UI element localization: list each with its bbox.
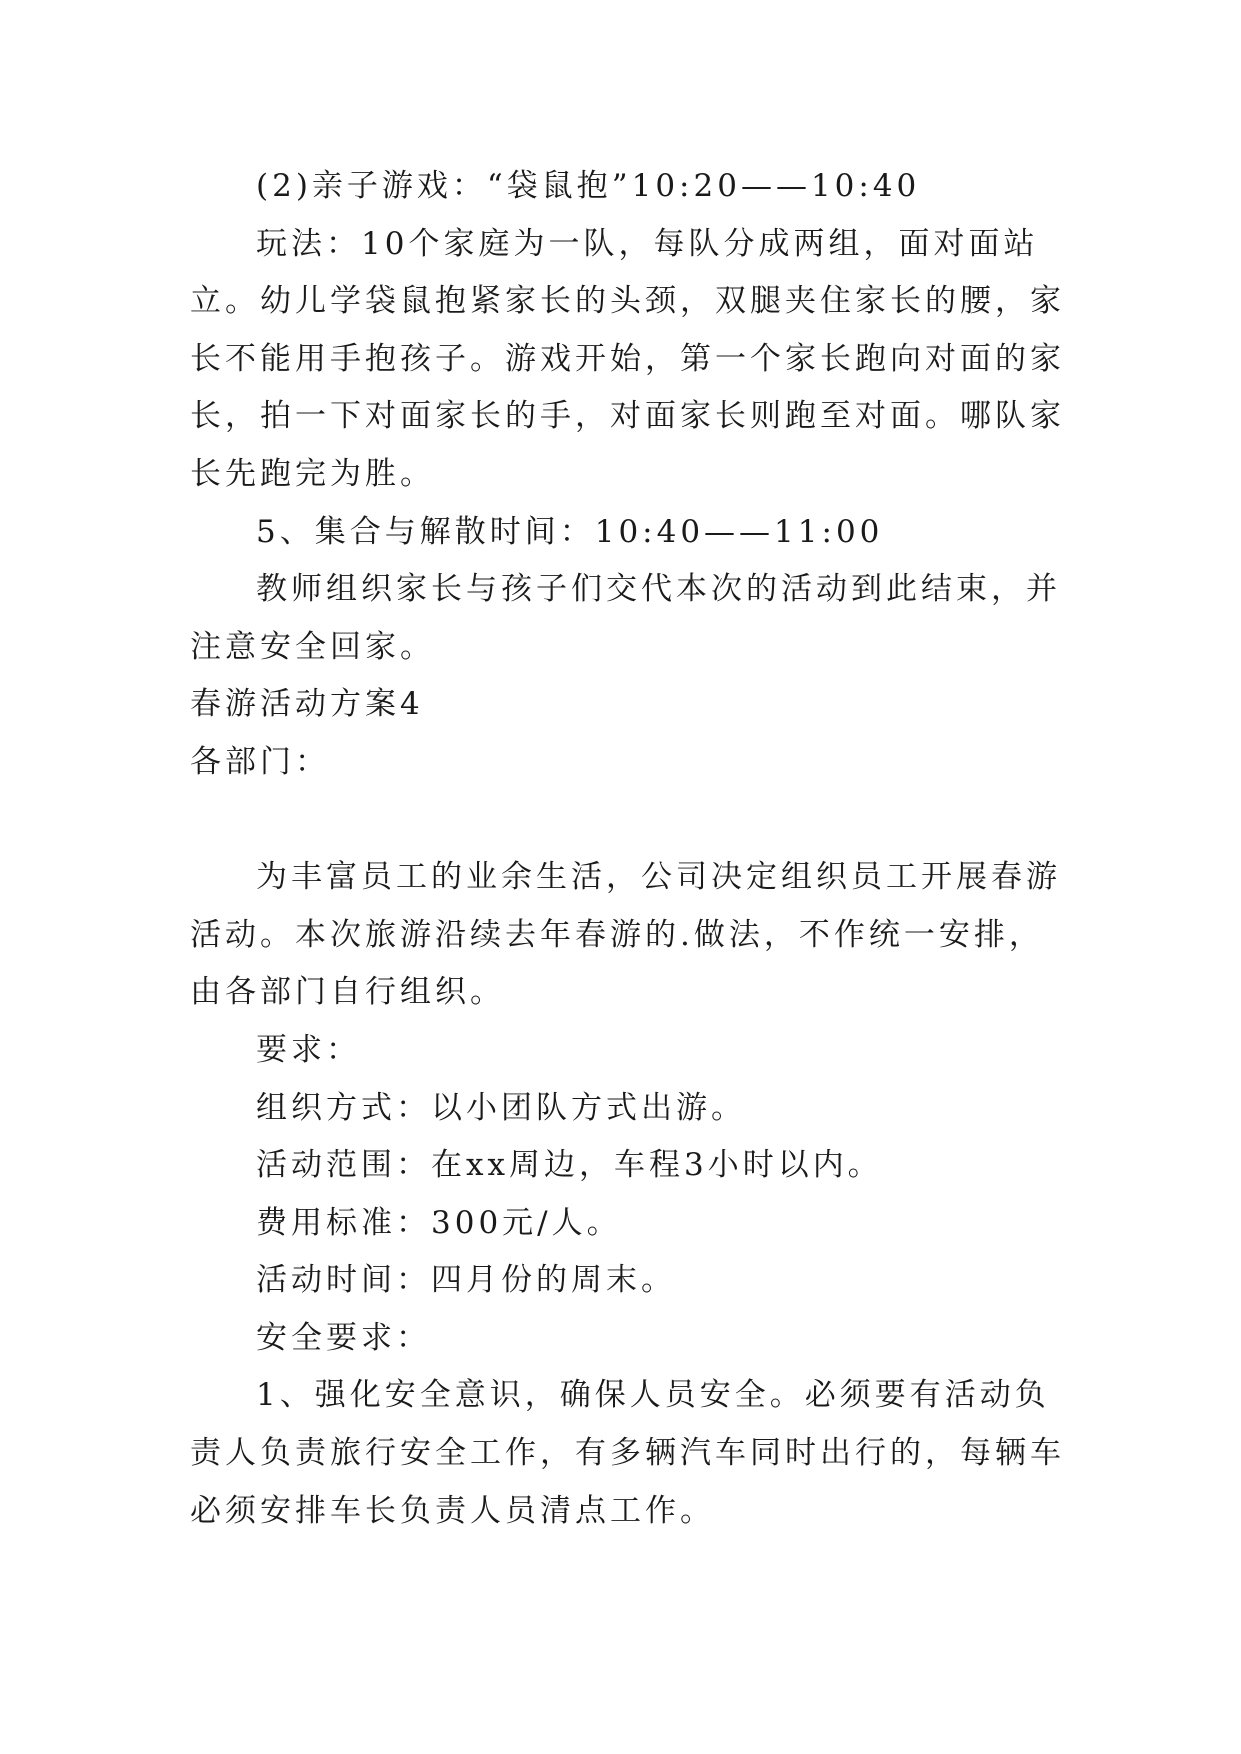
paragraph-activity-time: 活动时间：四月份的周末。 [256, 1262, 676, 1299]
paragraph-activity-scope: 活动范围：在xx周边，车程3小时以内。 [256, 1147, 883, 1184]
paragraph-gather-time: 5、集合与解散时间：10:40——11:00 [256, 513, 884, 550]
paragraph-safety-label: 安全要求： [256, 1319, 431, 1356]
paragraph-safety-item-1: 1、强化安全意识，确保人员安全。必须要有活动负责人负责旅行安全工作，有多辆汽车同时出行的，每辆车必须安排车长负责人员清点工作。 [190, 1377, 1065, 1529]
paragraph-closing: 教师组织家长与孩子们交代本次的活动到此结束，并注意安全回家。 [190, 571, 1061, 665]
paragraph-game-title: (2)亲子游戏：“袋鼠抱”10:20——10:40 [256, 168, 921, 204]
document-body [190, 158, 1070, 1540]
blank-line [190, 792, 1070, 850]
paragraph-requirements-label: 要求： [256, 1031, 361, 1068]
section-heading: 春游活动方案4 [190, 686, 424, 723]
paragraph-game-rules: 玩法：10个家庭为一队，每队分成两组，面对面站立。幼儿学袋鼠抱紧家长的头颈，双腿夹住家长的腰，家长不能用手抱孩子。游戏开始，第一个家长跑向对面的家长，拍一下对面家长的手，对面家长则跑至对面。哪队家长先跑完为胜。 [190, 225, 1065, 492]
paragraph-organization-method: 组织方式：以小团队方式出游。 [256, 1089, 746, 1126]
paragraph-intro: 为丰富员工的业余生活，公司决定组织员工开展春游活动。本次旅游沿续去年春游的.做法，不作统一安排，由各部门自行组织。 [190, 859, 1061, 1011]
salutation: 各部门： [190, 743, 330, 780]
paragraph-cost-standard: 费用标准：300元/人。 [256, 1204, 622, 1241]
